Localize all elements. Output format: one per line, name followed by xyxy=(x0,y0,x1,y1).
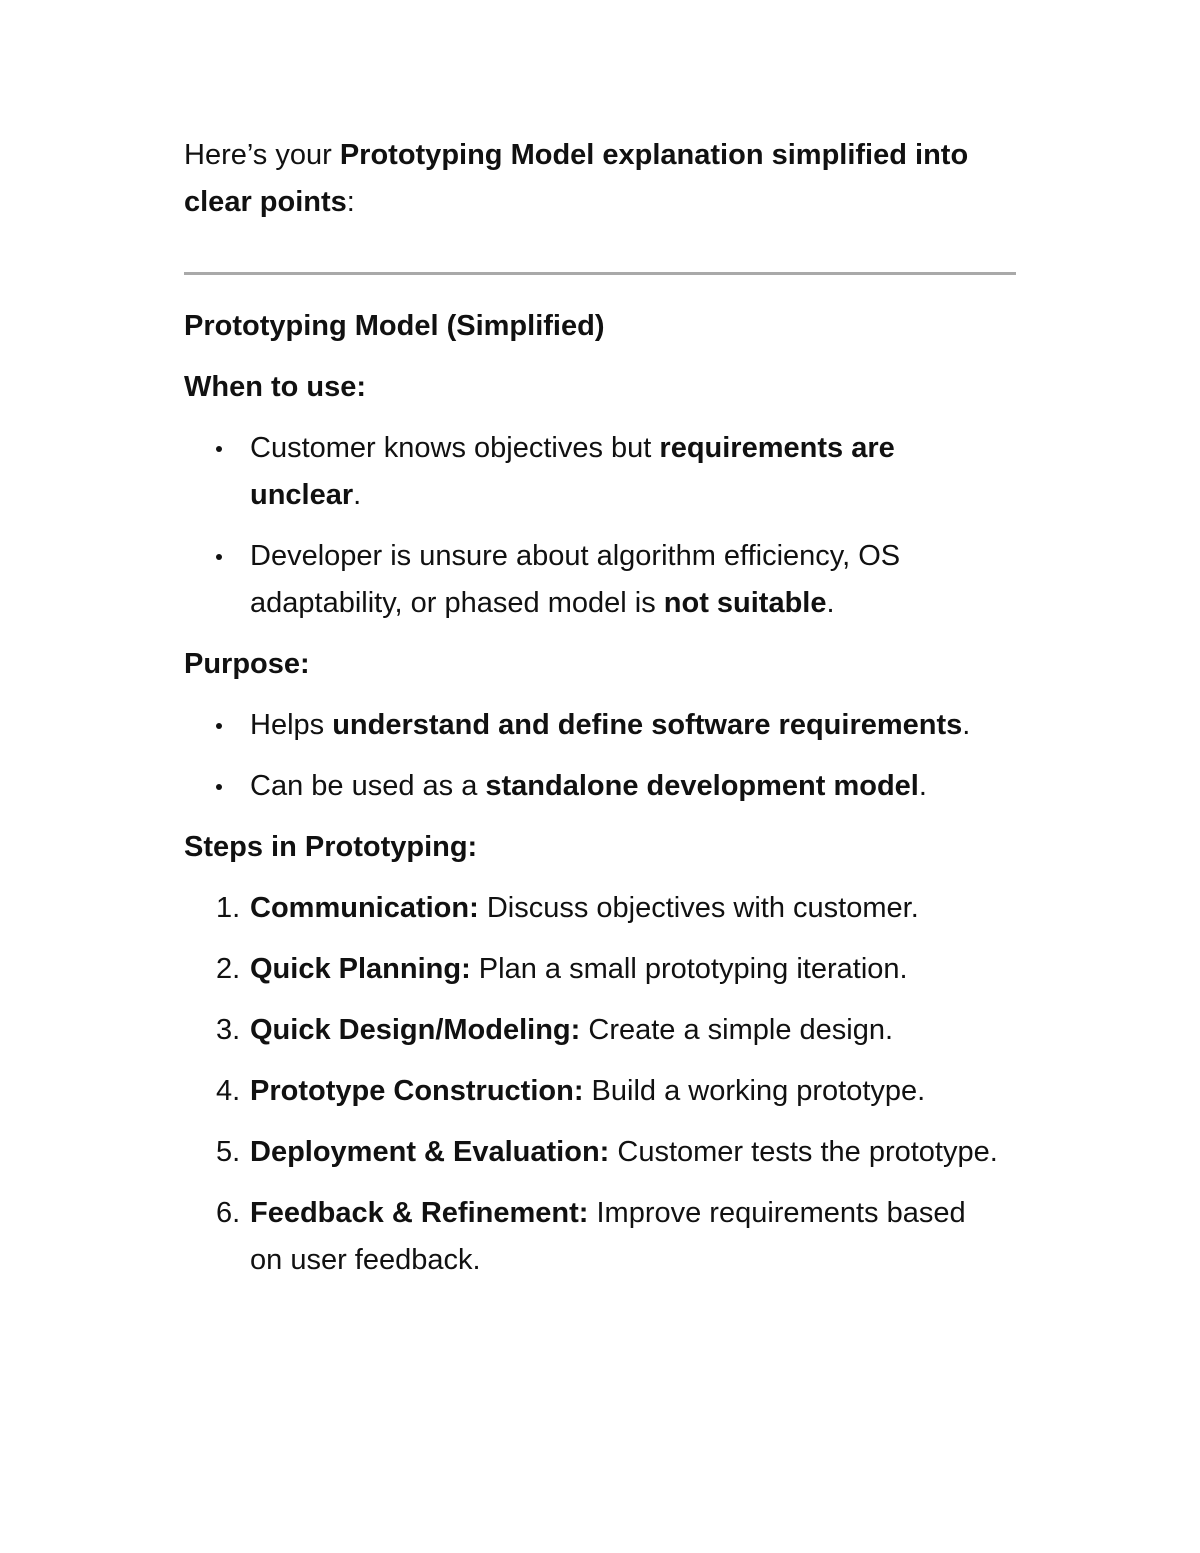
bullet-icon xyxy=(216,723,222,729)
item-punct: . xyxy=(353,479,362,511)
list-item xyxy=(184,425,1000,519)
bullet-icon xyxy=(216,784,222,790)
steps-heading: Steps in Prototyping: xyxy=(184,831,478,863)
intro-bold: Prototyping Model explanation simplified into clear points xyxy=(184,139,969,218)
step-number: 5. xyxy=(216,1136,241,1168)
step-item xyxy=(184,1068,1000,1115)
step-label: Prototype Construction: xyxy=(250,1075,584,1107)
step-label: Quick Design/Modeling: xyxy=(250,1014,581,1046)
list-item xyxy=(184,763,1000,810)
step-item xyxy=(184,1190,1000,1284)
item-text: Can be used as a xyxy=(250,770,486,802)
intro-paragraph xyxy=(184,132,984,226)
step-number: 2. xyxy=(216,953,241,985)
item-bold: requirements are unclear xyxy=(250,432,895,511)
when-to-use-list xyxy=(184,425,1016,627)
item-bold: not suitable xyxy=(663,587,827,619)
when-to-use-heading: When to use: xyxy=(184,371,367,403)
item-punct: . xyxy=(826,587,835,619)
item-bold: understand and define software requirements xyxy=(332,709,963,741)
bullet-icon xyxy=(216,554,222,560)
list-item xyxy=(184,533,1000,627)
step-item xyxy=(184,946,1000,993)
item-punct: . xyxy=(962,709,971,741)
step-text: Customer tests the prototype. xyxy=(609,1136,998,1168)
step-number: 6. xyxy=(216,1197,241,1229)
item-text: Customer knows objectives but xyxy=(250,432,660,464)
intro-prefix: Here’s your xyxy=(184,139,340,171)
step-item xyxy=(184,1129,1000,1176)
purpose-heading: Purpose: xyxy=(184,648,310,680)
document-title: Prototyping Model (Simplified) xyxy=(184,310,605,342)
item-text: Helps xyxy=(250,709,333,741)
step-number: 3. xyxy=(216,1014,241,1046)
step-text: Build a working prototype. xyxy=(583,1075,926,1107)
step-item xyxy=(184,885,1000,932)
step-label: Quick Planning: xyxy=(250,953,471,985)
item-text: Developer is unsure about algorithm efficiency, OS adaptability, or phased model is xyxy=(250,540,901,619)
steps-list xyxy=(184,885,1016,1284)
step-text: Discuss objectives with customer. xyxy=(478,892,919,924)
step-item xyxy=(184,1007,1000,1054)
horizontal-divider xyxy=(184,272,1016,275)
step-label: Communication: xyxy=(250,892,479,924)
item-punct: . xyxy=(918,770,927,802)
step-text: Plan a small prototyping iteration. xyxy=(470,953,908,985)
step-number: 1. xyxy=(216,892,241,924)
step-text: Create a simple design. xyxy=(580,1014,894,1046)
step-label: Feedback & Refinement: xyxy=(250,1197,589,1229)
step-label: Deployment & Evaluation: xyxy=(250,1136,610,1168)
step-text: Improve requirements based on user feedback. xyxy=(250,1197,966,1276)
item-bold: standalone development model xyxy=(485,770,919,802)
purpose-list xyxy=(184,702,1016,810)
step-number: 4. xyxy=(216,1075,241,1107)
intro-suffix: : xyxy=(346,186,355,218)
document-content xyxy=(184,132,1016,1284)
bullet-icon xyxy=(216,446,222,452)
list-item xyxy=(184,702,1000,749)
